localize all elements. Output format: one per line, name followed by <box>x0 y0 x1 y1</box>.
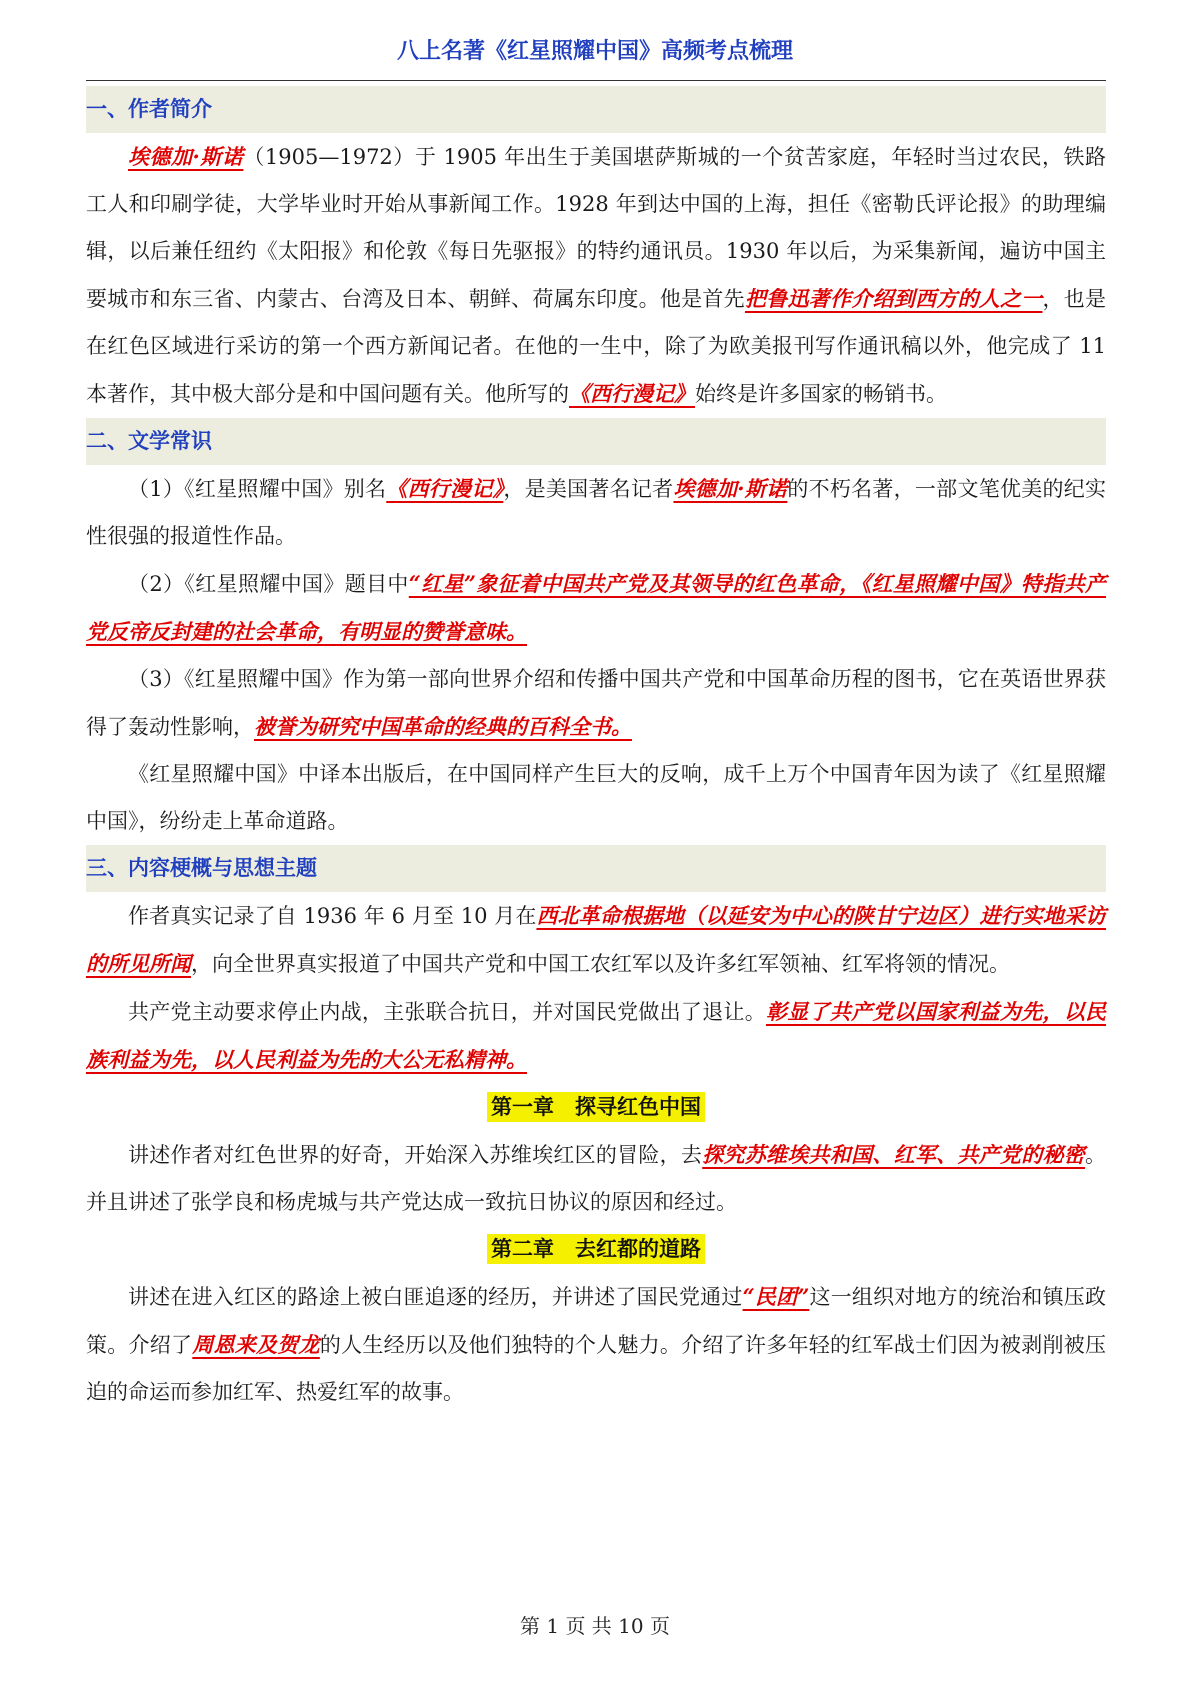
book-alias-highlight: 《西行漫记》 <box>386 476 504 501</box>
literary-paragraph-3 <box>86 656 1106 751</box>
section-heading-author: 一、作者简介 <box>86 86 1106 133</box>
summary-paragraph-2 <box>86 988 1106 1084</box>
text-span: 讲述在进入红区的路途上被白匪追逐的经历，并讲述了国民党通过 <box>128 1285 743 1309</box>
literary-paragraph-4: 《红星照耀中国》中译本出版后，在中国同样产生巨大的反响，成千上万个中国青年因为读了《红星照耀中国》，纷纷走上革命道路。 <box>86 762 1106 833</box>
northwest-base-highlight: 西北革命根据地（以延安为中心的陕甘宁边区）进行实地采访的所见所闻 <box>86 903 1107 976</box>
encyclopedia-highlight: 被誉为研究中国革命的经典的百科全书。 <box>254 714 632 739</box>
chapter-1-title: 第一章 探寻红色中国 <box>487 1092 705 1122</box>
section-heading-literary: 二、文学常识 <box>86 418 1106 465</box>
chapter-1-heading-row <box>86 1084 1106 1131</box>
text-span: 这一组织对地方的统治和镇压政策。介绍了 <box>86 1285 1106 1357</box>
author-name-highlight: 埃德加·斯诺 <box>673 476 788 501</box>
text-span: ，是美国著名记者 <box>503 477 674 501</box>
book-alias-highlight: 《西行漫记》 <box>569 381 695 406</box>
text-span: 始终是许多国家的畅销书。 <box>695 382 947 406</box>
text-span: ，向全世界真实报道了中国共产党和中国工农红军以及许多红军领袖、红军将领的情况。 <box>191 952 1010 976</box>
author-name-highlight: 埃德加·斯诺 <box>128 144 244 169</box>
text-span: 共产党主动要求停止内战，主张联合抗日，并对国民党做出了退让。 <box>128 1000 766 1024</box>
chapter-2-title: 第二章 去红都的道路 <box>487 1234 705 1264</box>
literary-paragraph-2 <box>86 560 1106 656</box>
page-number: 第 1 页 共 10 页 <box>520 1614 670 1638</box>
text-span: ，也是在红色区域进行采访的第一个西方新闻记者。在他的一生中，除了为欧美报刊写作通讯稿以外，他完成了 11 本著作，其中极大部分是和中国问题有关。他所写的 <box>86 287 1107 406</box>
document-body <box>86 86 1106 1416</box>
min-tuan-highlight: “民团” <box>742 1284 810 1309</box>
section-heading-summary: 三、内容梗概与思想主题 <box>86 845 1106 892</box>
text-span: 讲述作者对红色世界的好奇，开始深入苏维埃红区的冒险，去 <box>128 1143 703 1167</box>
chapter-2-paragraph <box>86 1273 1106 1416</box>
text-span: 。并且讲述了张学良和杨虎城与共产党达成一致抗日协议的原因和经过。 <box>86 1143 1107 1214</box>
text-span: （2）《红星照耀中国》题目中 <box>128 572 409 596</box>
literary-paragraph-1 <box>86 465 1106 560</box>
text-span: （1）《红星照耀中国》别名 <box>128 477 387 501</box>
chapter-1-paragraph <box>86 1131 1106 1226</box>
author-paragraph <box>86 133 1106 418</box>
summary-paragraph-1 <box>86 892 1106 988</box>
soviet-secret-highlight: 探究苏维埃共和国、红军、共产党的秘密 <box>702 1142 1086 1167</box>
chapter-2-heading-row <box>86 1226 1106 1273</box>
text-span: 作者真实记录了自 1936 年 6 月至 10 月在 <box>128 904 537 928</box>
zhou-he-highlight: 周恩来及贺龙 <box>192 1332 320 1357</box>
page-title: 八上名著《红星照耀中国》高频考点梳理 <box>396 39 793 64</box>
lu-xun-highlight: 把鲁迅著作介绍到西方的人之一 <box>744 286 1043 311</box>
text-span: 的人生经历以及他们独特的个人魅力。介绍了许多年轻的红军战士们因为被剥削被压迫的命运而参加红军、热爱红军的故事。 <box>86 1333 1107 1404</box>
text-span: （1905—1972）于 1905 年出生于美国堪萨斯城的一个贫苦家庭，年轻时当过农民，铁路工人和印刷学徒，大学毕业时开始从事新闻工作。1928 年到达中国的上海，担任《密勒氏评论报》的助理编辑，以后兼任纽约《太阳报》和伦敦《每日先驱报》的特约通讯员。1930 年以后，为采集新闻，遍访中国主要城市和东三省、内蒙古、台湾及日本、朝鲜、荷属东印度。他是首先 <box>86 145 1106 311</box>
spirit-highlight: 彰显了共产党以国家利益为先，以民族利益为先，以人民利益为先的大公无私精神。 <box>86 999 1106 1072</box>
text-span: 的不朽名著，一部文笔优美的纪实性很强的报道性作品。 <box>86 477 1107 548</box>
red-star-meaning-highlight: “红星”象征着中国共产党及其领导的红色革命，《红星照耀中国》特指共产党反帝反封建的社会革命，有明显的赞誉意味。 <box>86 571 1106 644</box>
text-span: （3）《红星照耀中国》作为第一部向世界介绍和传播中国共产党和中国革命历程的图书，它在英语世界获得了轰动性影响， <box>86 667 1106 739</box>
title-divider <box>86 80 1106 81</box>
